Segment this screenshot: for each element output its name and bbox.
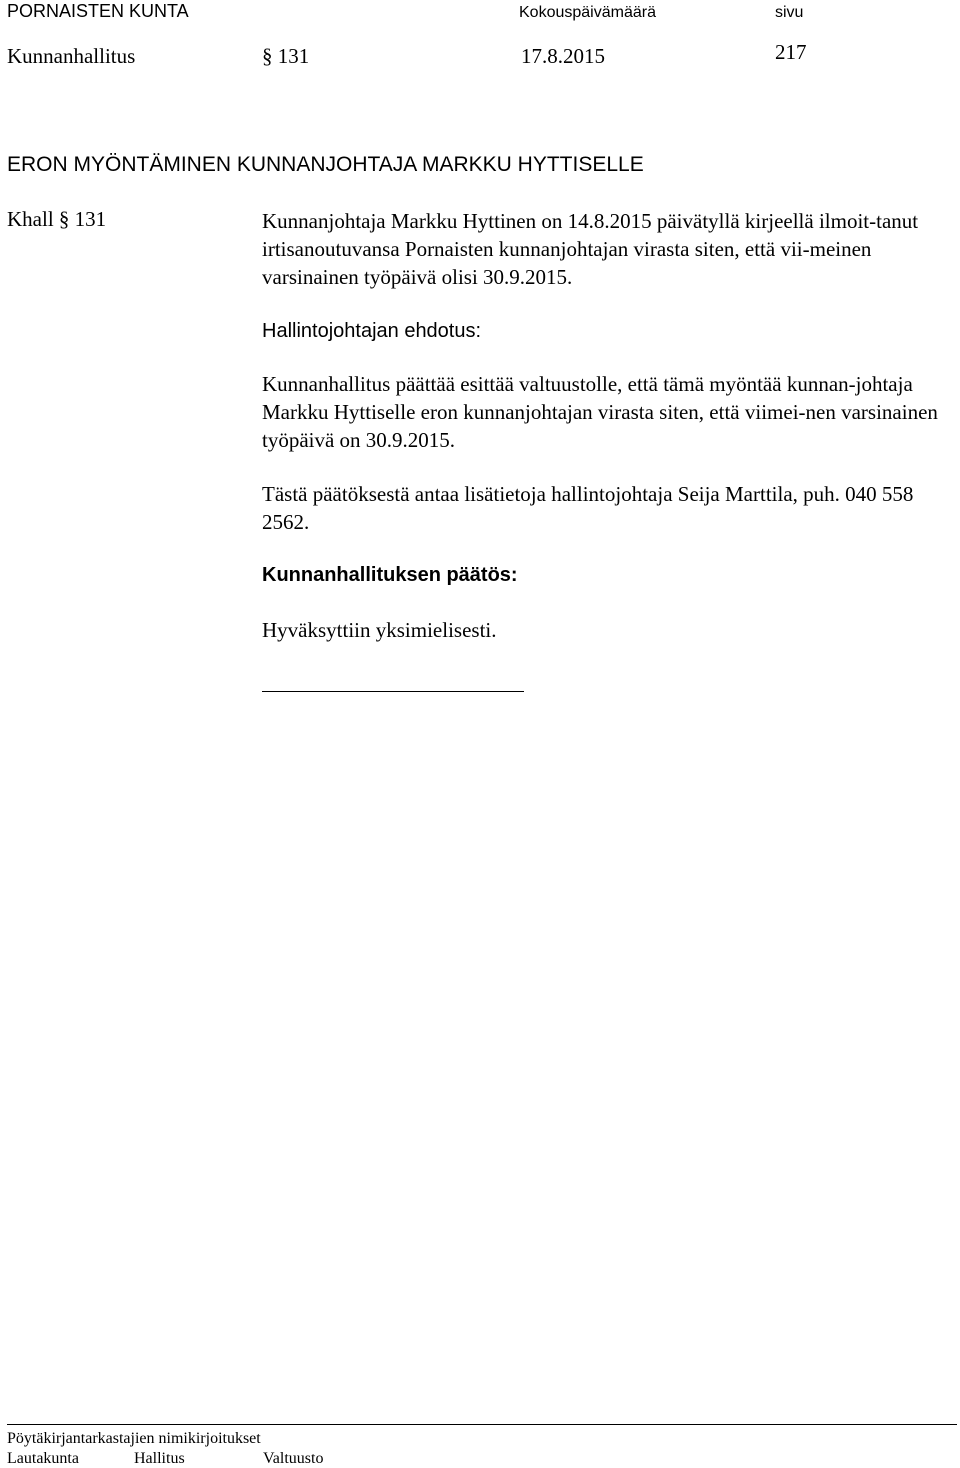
page-number: 217 xyxy=(775,40,807,64)
proposal-paragraph: Kunnanhallitus päättää esittää valtuustolle, että tämä myöntää kunnan-johtaja Markku Hyttiselle eron kunnanjohtajan virasta siten, että viimei-nen varsinainen työpäivä on 30.9.2015. xyxy=(262,372,938,452)
end-rule xyxy=(262,691,524,692)
footer-rule xyxy=(7,1424,957,1425)
decision-paragraph: Hyväksyttiin yksimielisesti. xyxy=(262,618,497,642)
organization-name: PORNAISTEN KUNTA xyxy=(7,1,189,21)
footer-column-council: Valtuusto xyxy=(263,1450,324,1467)
meeting-body: Kunnanhallitus xyxy=(7,44,136,68)
date-label: Kokouspäivämäärä xyxy=(519,4,656,21)
decision-heading: Kunnanhallituksen päätös: xyxy=(262,564,518,586)
footer-column-government: Hallitus xyxy=(134,1450,185,1467)
meeting-date: 17.8.2015 xyxy=(521,44,605,68)
proposal-heading: Hallintojohtajan ehdotus: xyxy=(262,320,482,342)
footer-column-board: Lautakunta xyxy=(7,1450,79,1467)
section-reference: Khall § 131 xyxy=(7,207,107,231)
intro-paragraph: Kunnanjohtaja Markku Hyttinen on 14.8.2015 päivätyllä kirjeellä ilmoit-tanut irtisanoutuvansa Pornaisten kunnanjohtajan virasta siten, että vii-meinen varsinainen työpäivä olisi 30.9.2015. xyxy=(262,209,919,289)
footer-title: Pöytäkirjantarkastajien nimikirjoitukset xyxy=(7,1430,261,1447)
section-number: § 131 xyxy=(262,44,310,68)
info-paragraph: Tästä päätöksestä antaa lisätietoja hallintojohtaja Seija Marttila, puh. 040 558 2562. xyxy=(262,482,914,534)
document-title: ERON MYÖNTÄMINEN KUNNANJOHTAJA MARKKU HYTTISELLE xyxy=(7,153,644,176)
page-label: sivu xyxy=(775,4,804,21)
